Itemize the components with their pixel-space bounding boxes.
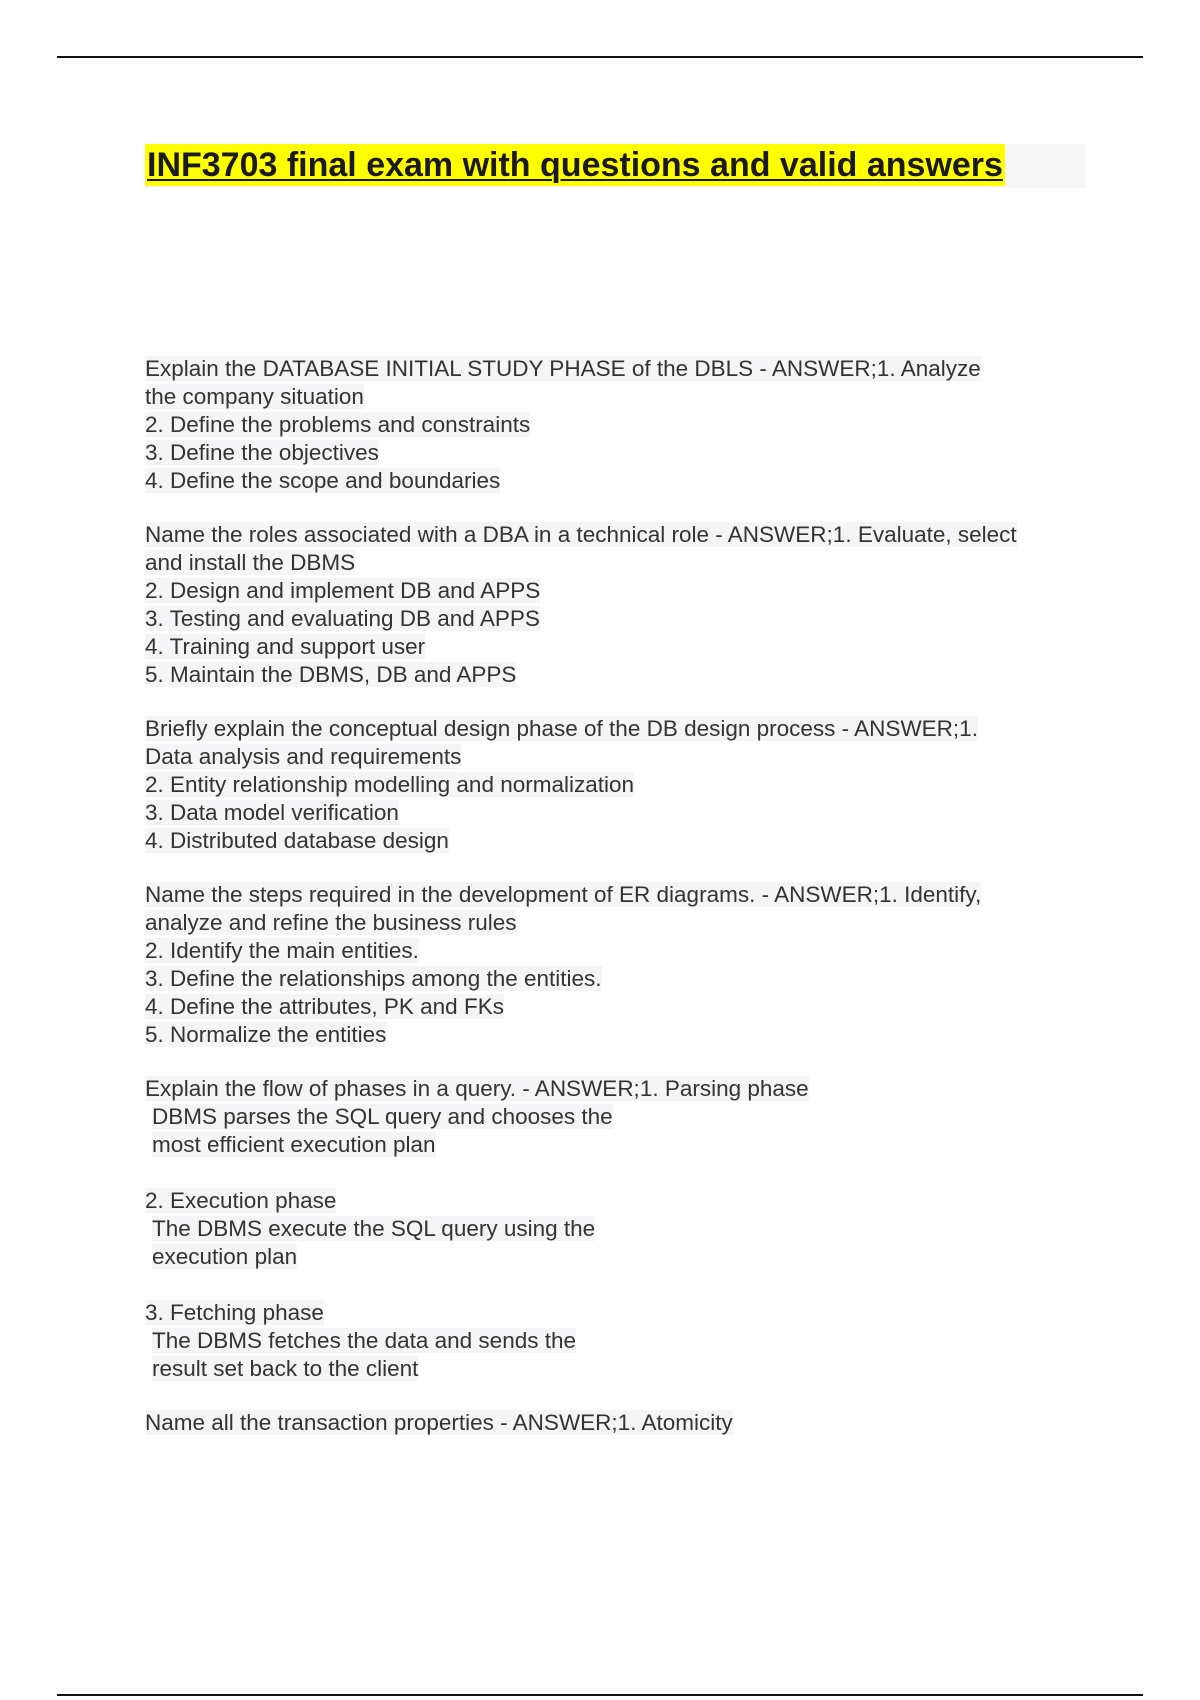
answer-line: 3. Define the relationships among the entities. bbox=[145, 966, 602, 991]
answer-line: 2. Entity relationship modelling and normalization bbox=[145, 772, 635, 797]
answer-subsection bbox=[145, 1187, 1095, 1271]
top-rule bbox=[57, 56, 1143, 58]
answer-line: 4. Define the scope and boundaries bbox=[145, 468, 501, 493]
answer-subsection bbox=[145, 1299, 1095, 1383]
question-line: Name the roles associated with a DBA in a technical role - ANSWER;1. Evaluate, select bbox=[145, 522, 1017, 547]
answer-line: 2. Identify the main entities. bbox=[145, 938, 419, 963]
answer-line: most efficient execution plan bbox=[152, 1132, 436, 1157]
answer-line: Data analysis and requirements bbox=[145, 744, 462, 769]
answer-line: result set back to the client bbox=[152, 1356, 419, 1381]
answer-line: execution plan bbox=[152, 1244, 298, 1269]
qa-list bbox=[145, 355, 1095, 1463]
title-block bbox=[145, 144, 1085, 188]
qa-item bbox=[145, 881, 1095, 1049]
answer-line: 3. Fetching phase bbox=[145, 1300, 324, 1325]
answer-line: 5. Maintain the DBMS, DB and APPS bbox=[145, 662, 517, 687]
answer-line: analyze and refine the business rules bbox=[145, 910, 517, 935]
qa-item bbox=[145, 521, 1095, 689]
answer-line: 2. Define the problems and constraints bbox=[145, 412, 531, 437]
answer-line: 3. Data model verification bbox=[145, 800, 399, 825]
qa-item bbox=[145, 1075, 1095, 1383]
question-line: Name the steps required in the development of ER diagrams. - ANSWER;1. Identify, bbox=[145, 882, 982, 907]
document-title: INF3703 final exam with questions and valid answers bbox=[147, 146, 1003, 184]
answer-line: 4. Define the attributes, PK and FKs bbox=[145, 994, 504, 1019]
qa-item bbox=[145, 715, 1095, 855]
question-line: Briefly explain the conceptual design phase of the DB design process - ANSWER;1. bbox=[145, 716, 978, 741]
qa-item bbox=[145, 355, 1095, 495]
answer-line: the company situation bbox=[145, 384, 364, 409]
bottom-rule bbox=[57, 1694, 1143, 1696]
answer-line: The DBMS execute the SQL query using the bbox=[152, 1216, 596, 1241]
answer-line: 2. Design and implement DB and APPS bbox=[145, 578, 541, 603]
answer-line: 3. Define the objectives bbox=[145, 440, 379, 465]
answer-line: and install the DBMS bbox=[145, 550, 356, 575]
answer-line: 2. Execution phase bbox=[145, 1188, 337, 1213]
question-line: Explain the DATABASE INITIAL STUDY PHASE of the DBLS - ANSWER;1. Analyze bbox=[145, 356, 981, 381]
question-line: Name all the transaction properties - ANSWER;1. Atomicity bbox=[145, 1410, 733, 1435]
answer-line: DBMS parses the SQL query and chooses the bbox=[152, 1104, 613, 1129]
answer-line: 5. Normalize the entities bbox=[145, 1022, 387, 1047]
answer-line: 4. Training and support user bbox=[145, 634, 426, 659]
answer-line: 4. Distributed database design bbox=[145, 828, 449, 853]
qa-item bbox=[145, 1409, 1095, 1437]
answer-line: The DBMS fetches the data and sends the bbox=[152, 1328, 577, 1353]
question-line: Explain the flow of phases in a query. - ANSWER;1. Parsing phase bbox=[145, 1076, 809, 1101]
answer-line: 3. Testing and evaluating DB and APPS bbox=[145, 606, 540, 631]
